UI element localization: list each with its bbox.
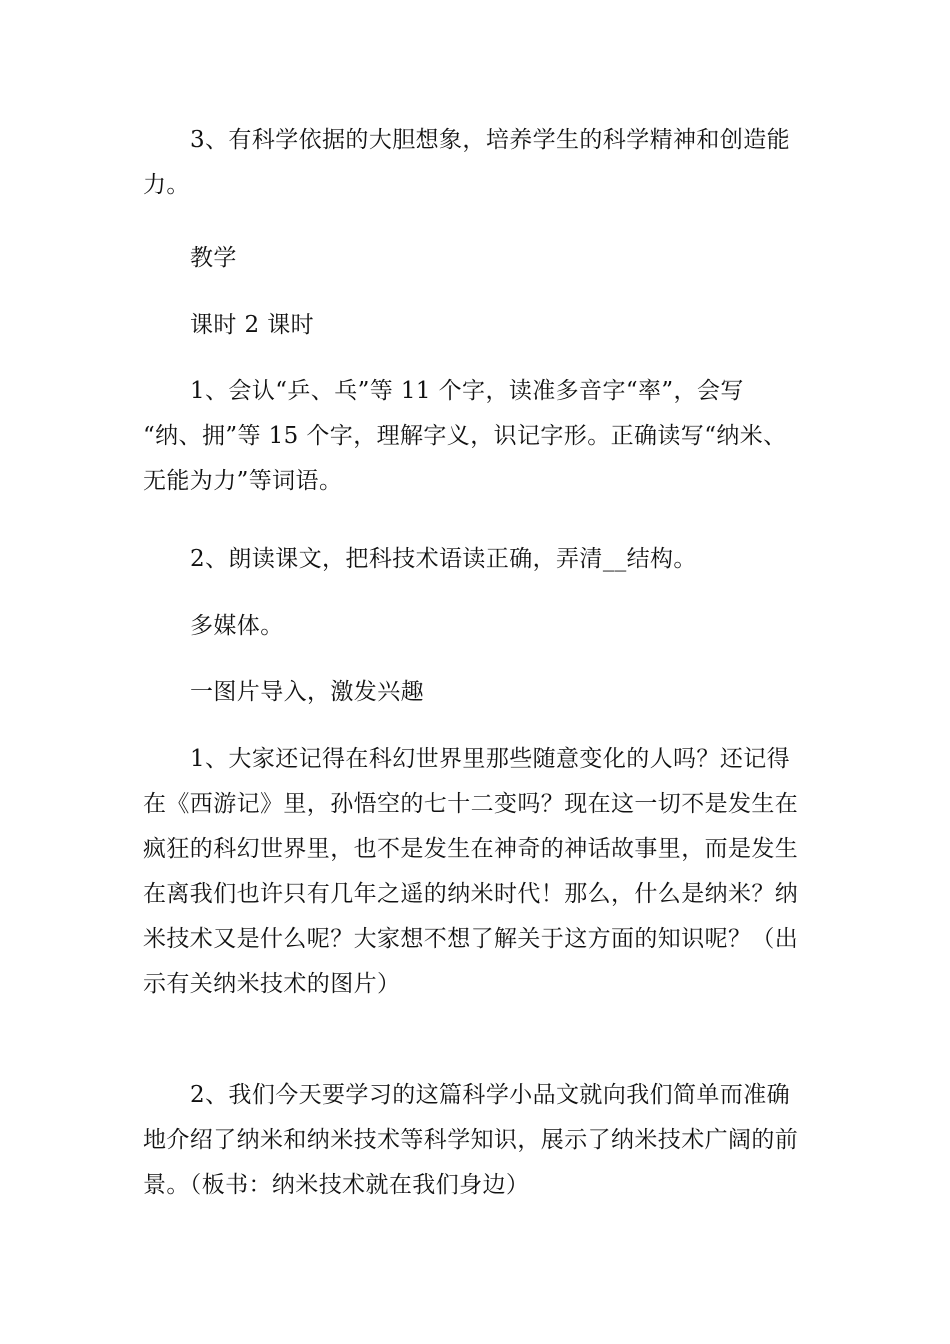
text-line: 3、有科学依据的大胆想象，培养学生的科学精神和创造能 [190,127,791,153]
text-line: 2、我们今天要学习的这篇科学小品文就向我们简单而准确 [190,1082,791,1108]
text-line: 地介绍了纳米和纳米技术等科学知识，展示了纳米技术广阔的前 [143,1127,799,1153]
text-line: 在《西游记》里，孙悟空的七十二变吗？现在这一切不是发生在 [143,791,799,817]
text-line: 1、大家还记得在科幻世界里那些随意变化的人吗？还记得 [190,746,791,772]
paragraph-goal-2 [143,537,813,582]
paragraph-media [143,604,813,649]
paragraph-teaching-heading [143,236,813,281]
text-line: “纳、拥”等 15 个字，理解字义，识记字形。正确读写“纳米、 [143,423,787,449]
paragraph-intro-1 [143,737,813,1007]
text-line: 多媒体。 [190,613,284,639]
text-line: 一图片导入，激发兴趣 [190,679,424,705]
paragraph-objective-3 [143,118,813,208]
text-line: 无能为力”等词语。 [143,468,343,494]
paragraph-intro-2 [143,1073,813,1208]
text-line: 力。 [143,172,190,198]
paragraph-section-heading [143,670,813,715]
text-line: 米技术又是什么呢？大家想不想了解关于这方面的知识呢？（出 [143,926,799,952]
text-line: 2、朗读课文，把科技术语读正确，弄清__结构。 [190,546,697,572]
text-line: 课时 2 课时 [190,312,315,338]
text-line: 1、会认“乒、乓”等 11 个字，读准多音字“率”，会写 [190,378,744,404]
text-line: 景。（板书：纳米技术就在我们身边） [143,1172,530,1198]
text-line: 在离我们也许只有几年之遥的纳米时代！那么，什么是纳米？纳 [143,881,799,907]
paragraph-lesson-hours [143,303,813,348]
text-line: 教学 [190,245,237,271]
text-line: 疯狂的科幻世界里，也不是发生在神奇的神话故事里，而是发生 [143,836,799,862]
paragraph-goal-1 [143,369,813,504]
text-line: 示有关纳米技术的图片） [143,971,401,997]
